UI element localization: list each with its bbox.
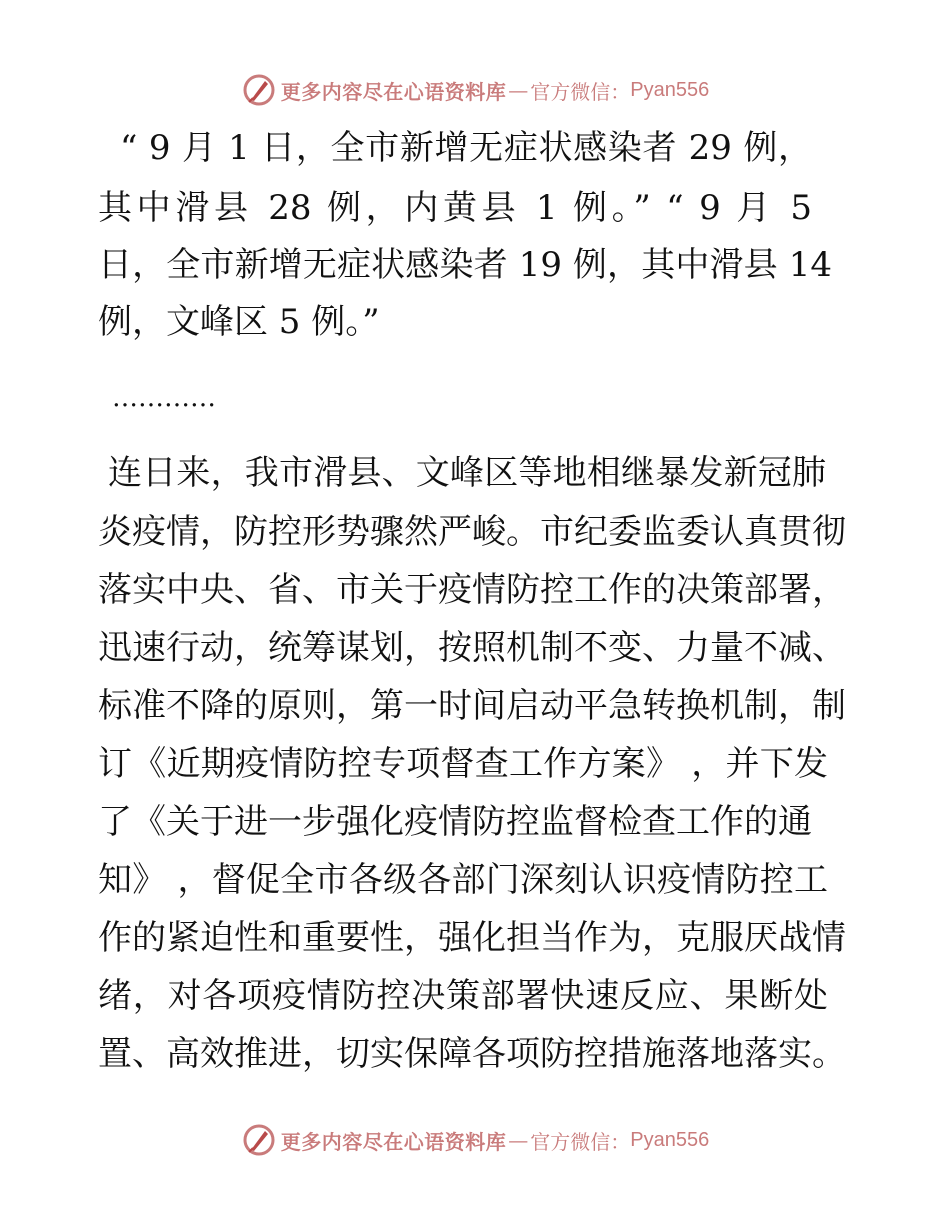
text-line-7: 炎疫情，防控形势骤然严峻。市纪委监委认真贯彻 bbox=[98, 512, 846, 552]
text-line-1: “ 9 月 1 日，全市新增无症状感染者 29 例， bbox=[120, 128, 812, 168]
text-line-4: 例，文峰区 5 例。” bbox=[98, 302, 380, 342]
text-line-9: 迅速行动，统筹谋划，按照机制不变、力量不减、 bbox=[98, 628, 846, 668]
watermark-banner-bottom bbox=[0, 1120, 950, 1160]
wechat-label: 官方微信： bbox=[530, 1129, 631, 1154]
text-line-13: 知》 ，督促全市各级各部门深刻认识疫情防控工 bbox=[98, 860, 828, 900]
text-line-12: 了《关于进一步强化疫情防控监督检查工作的通 bbox=[98, 802, 812, 842]
text-line-2: 其中滑县 28 例，内黄县 1 例。” “ 9 月 5 bbox=[98, 188, 812, 228]
text-line-10: 标准不降的原则，第一时间启动平急转换机制，制 bbox=[98, 686, 846, 726]
text-line-3: 日，全市新增无症状感染者 19 例，其中滑县 14 bbox=[98, 245, 832, 285]
text-line-15: 绪，对各项疫情防控决策部署快速反应、果断处 bbox=[98, 976, 828, 1016]
text-line-11: 订《近期疫情防控专项督查工作方案》 ，并下发 bbox=[98, 744, 828, 784]
text-line-8: 落实中央、省、市关于疫情防控工作的决策部署， bbox=[98, 570, 846, 610]
wechat-id: Pyan556 bbox=[630, 78, 710, 101]
wechat-id: Pyan556 bbox=[630, 1128, 710, 1151]
wechat-label: 官方微信： bbox=[530, 79, 631, 104]
watermark-banner-top bbox=[0, 70, 950, 110]
watermark-separator: — bbox=[508, 78, 529, 102]
quill-logo-icon bbox=[241, 1122, 277, 1158]
watermark-text: 更多内容尽在心语资料库 bbox=[280, 79, 507, 104]
text-line-16: 置、高效推进，切实保障各项防控措施落地落实。 bbox=[98, 1034, 846, 1074]
watermark-text: 更多内容尽在心语资料库 bbox=[280, 1129, 507, 1154]
quill-logo-icon bbox=[241, 72, 277, 108]
text-line-6: 连日来，我市滑县、文峰区等地相继暴发新冠肺 bbox=[108, 453, 826, 493]
text-line-14: 作的紧迫性和重要性，强化担当作为，克服厌战情 bbox=[98, 918, 846, 958]
watermark-separator: — bbox=[508, 1128, 529, 1152]
ellipsis-line: ………… bbox=[112, 383, 216, 413]
